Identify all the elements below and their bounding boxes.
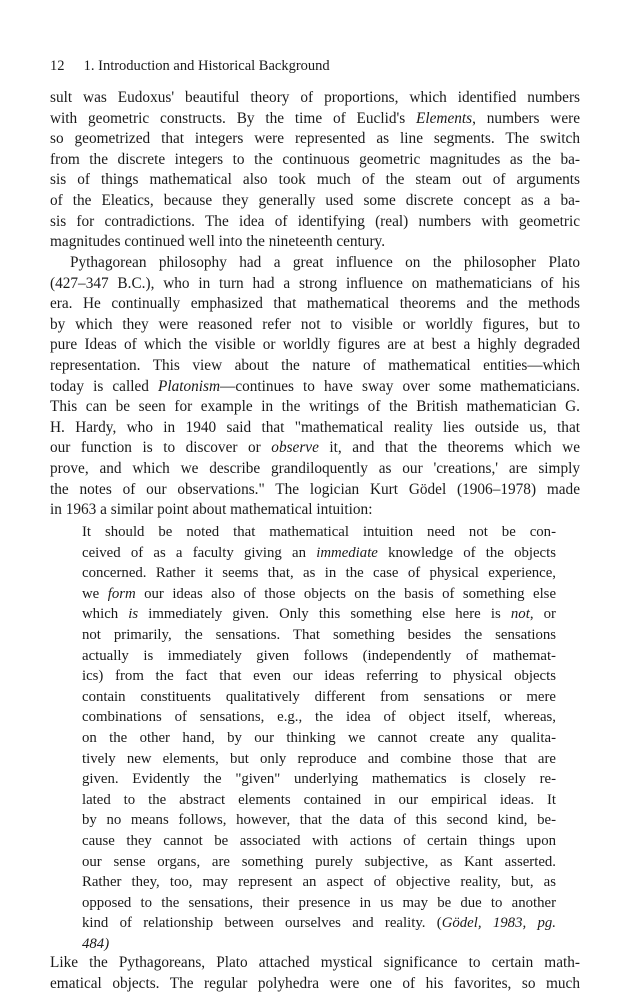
quote-line: ceived of as a faculty giving an immediate knowledge of the objects bbox=[82, 544, 556, 561]
quote-line: on the other hand, by our thinking we cannot create any qualita- bbox=[82, 729, 556, 746]
para2-line: prove, and which we describe grandiloquently as our 'creations,' are simply bbox=[50, 459, 580, 477]
running-title: 1. Introduction and Historical Background bbox=[83, 58, 330, 74]
para1-line: of the Eleatics, because they generally used some discrete concept as a ba- bbox=[50, 191, 580, 209]
page-number: 12 bbox=[50, 58, 65, 74]
quote-line: given. Evidently the "given" underlying mathematics is closely re- bbox=[82, 771, 556, 788]
para1-line: with geometric constructs. By the time of Euclid's Elements, numbers were bbox=[50, 109, 580, 127]
para2-line: representation. This view about the nature of mathematical entities—which bbox=[50, 356, 580, 374]
quote-line: combinations of sensations, e.g., the idea of object itself, whereas, bbox=[82, 709, 556, 726]
quote-line: by no means follows, however, that the data of this second kind, be- bbox=[82, 812, 556, 829]
quote-line: our sense organs, are something purely subjective, as Kant asserted. bbox=[82, 853, 556, 870]
quote-line: not primarily, the sensations. That something besides the sensations bbox=[82, 626, 556, 643]
paragraph-polyhedra bbox=[50, 953, 580, 994]
block-quote-godel bbox=[82, 522, 556, 954]
quote-line: we form our ideas also of those objects on the basis of something else bbox=[82, 585, 556, 602]
para2-line: era. He continually emphasized that mathematical theorems and the methods bbox=[50, 295, 580, 313]
para3-line: Like the Pythagoreans, Plato attached mystical significance to certain math- bbox=[50, 954, 580, 971]
quote-line: which is immediately given. Only this something else here is not, or bbox=[82, 606, 556, 623]
paragraph-continuation bbox=[50, 88, 580, 253]
para1-line: sult was Eudoxus' beautiful theory of proportions, which identified numbers bbox=[50, 89, 580, 106]
quote-line: Rather they, too, may represent an aspect of objective reality, but, as bbox=[82, 874, 556, 891]
quote-line: 484) bbox=[82, 935, 110, 952]
para1-line: so geometrized that integers were represented as line segments. The switch bbox=[50, 130, 580, 148]
page-header bbox=[50, 58, 330, 75]
para2-line: pure Ideas of which the visible or worldly figures are at best a highly degraded bbox=[50, 336, 580, 354]
para2-line: in 1963 a similar point about mathematical intuition: bbox=[50, 501, 373, 519]
para2-line: the notes of our observations." The logician Kurt Gödel (1906–1978) made bbox=[50, 480, 580, 498]
para1-line: from the discrete integers to the continuous geometric magnitudes as the ba- bbox=[50, 150, 580, 168]
paragraph-plato bbox=[50, 253, 580, 521]
para1-line: sis of things mathematical also took much of the steam out of arguments bbox=[50, 171, 580, 189]
para3-line: ematical objects. The regular polyhedra were one of his favorites, so much bbox=[50, 974, 580, 992]
quote-line: concerned. Rather it seems that, as in the case of physical experience, bbox=[82, 565, 556, 582]
quote-line: cause they cannot be associated with actions of certain things upon bbox=[82, 832, 556, 849]
para1-line: magnitudes continued well into the nineteenth century. bbox=[50, 233, 386, 251]
para1-line: sis for contradictions. The idea of identifying (real) numbers with geometric bbox=[50, 212, 580, 230]
quote-line: contain constituents qualitatively different from sensations or mere bbox=[82, 688, 556, 705]
quote-line: It should be noted that mathematical intuition need not be con- bbox=[82, 524, 556, 540]
para2-line: by which they were reasoned refer not to visible or worldly figures, but to bbox=[50, 315, 580, 333]
quote-line: actually is immediately given follows (independently of mathemat- bbox=[82, 647, 556, 664]
para2-line: H. Hardy, who in 1940 said that "mathematical reality lies outside us, that bbox=[50, 418, 580, 436]
para2-line: our function is to discover or observe it, and that the theorems which we bbox=[50, 439, 580, 457]
quote-line: tively new elements, but only reproduce and combine those that are bbox=[82, 750, 556, 767]
quote-line: kind of relationship between ourselves and reality. (Gödel, 1983, pg. bbox=[82, 915, 556, 932]
para2-line: today is called Platonism—continues to have sway over some mathematicians. bbox=[50, 377, 580, 395]
para2-line: (427–347 B.C.), who in turn had a strong influence on mathematicians of his bbox=[50, 274, 580, 292]
quote-line: lated to the abstract elements contained in our empirical ideas. It bbox=[82, 791, 556, 808]
quote-line: ics) from the fact that even our ideas referring to physical objects bbox=[82, 668, 556, 685]
quote-line: opposed to the sensations, their presence in us may be due to another bbox=[82, 894, 556, 911]
para2-line: This can be seen for example in the writings of the British mathematician G. bbox=[50, 398, 580, 416]
para2-line: Pythagorean philosophy had a great influence on the philosopher Plato bbox=[70, 254, 580, 271]
